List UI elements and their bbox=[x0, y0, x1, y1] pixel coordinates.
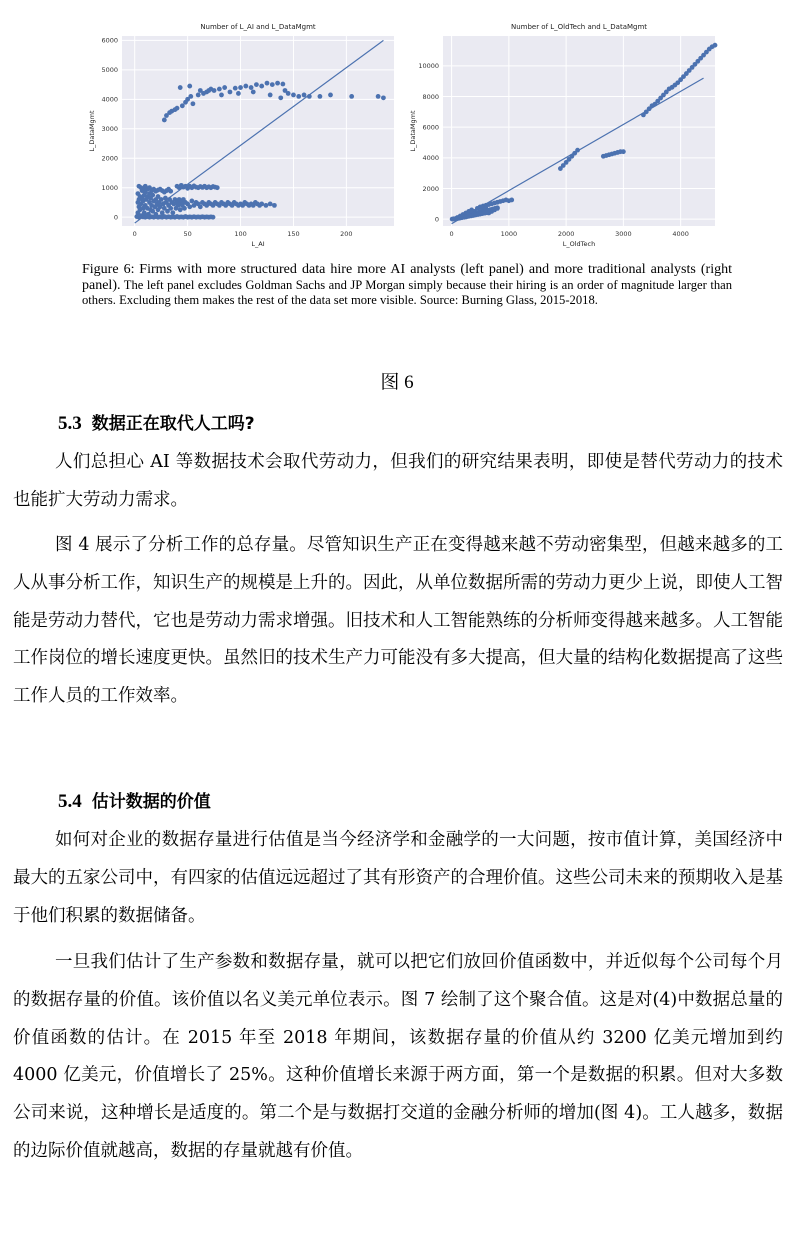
y-tick-label: 2000 bbox=[422, 184, 439, 193]
data-point bbox=[191, 101, 196, 106]
x-tick-label: 2000 bbox=[557, 230, 575, 238]
y-tick-label: 0 bbox=[113, 213, 118, 222]
y-tick-label: 6000 bbox=[101, 36, 118, 45]
data-point bbox=[259, 84, 264, 89]
data-point bbox=[272, 203, 277, 208]
data-point bbox=[233, 86, 238, 91]
data-point bbox=[249, 85, 254, 90]
data-point bbox=[251, 90, 256, 95]
x-axis-label: L_AI bbox=[251, 240, 265, 248]
x-tick-label: 0 bbox=[132, 230, 137, 238]
section-heading-5-3 bbox=[58, 409, 255, 435]
data-point bbox=[275, 81, 280, 86]
section-heading-5-4 bbox=[58, 787, 211, 813]
plot-background bbox=[443, 36, 715, 226]
data-point bbox=[349, 94, 354, 99]
y-tick-label: 10000 bbox=[418, 62, 439, 71]
data-point bbox=[215, 185, 220, 190]
data-point bbox=[264, 203, 269, 208]
data-point bbox=[209, 87, 214, 92]
data-point bbox=[175, 106, 180, 111]
data-point bbox=[265, 81, 270, 86]
section-title: 数据正在取代人工吗? bbox=[91, 414, 255, 434]
x-tick-label: 50 bbox=[183, 230, 192, 238]
y-axis-label: L_DataMgmt bbox=[88, 110, 96, 152]
data-point bbox=[238, 85, 243, 90]
data-point bbox=[178, 207, 183, 212]
paragraph-4: 一旦我们估计了生产参数和数据存量，就可以把它们放回价值函数中，并近似每个公司每个月的数据存量的价值。该价值以名义美元单位表示。图 7 绘制了这个聚合值。这是对(4)中数据总量的价值函数的估计。在 2015 年至 2018 年期间，该数据存量的价值从约 3200 亿美元增加到约 4000 亿美元，价值增长了 25%。这种价值增长来源于两方面，第一个是数据的积累。但对大多数公司来说，这种增长是适度的。第二个是与数据打交道的金融分析师的增加(图 4)。工人越多，数据的边际价值就越高，数据的存量就越有价值。 bbox=[13, 952, 783, 1161]
data-point bbox=[222, 85, 227, 90]
section-title: 估计数据的价值 bbox=[91, 792, 211, 812]
data-point bbox=[198, 204, 203, 209]
x-axis-label: L_OldTech bbox=[562, 240, 596, 248]
data-point bbox=[187, 204, 192, 209]
chart-title: Number of L_AI and L_DataMgmt bbox=[200, 23, 316, 31]
data-point bbox=[302, 93, 307, 98]
data-point bbox=[150, 193, 155, 198]
data-point bbox=[376, 94, 381, 99]
data-point bbox=[283, 88, 288, 93]
data-point bbox=[268, 93, 273, 98]
data-point bbox=[713, 43, 718, 48]
data-point bbox=[198, 88, 203, 93]
data-point bbox=[278, 95, 283, 100]
paragraph-3: 如何对企业的数据存量进行估值是当今经济学和金融学的一大问题，按市值计算，美国经济中最大的五家公司中，有四家的估值远远超过了其有形资产的合理价值。这些公司未来的预期收入是基于他们积累的数据储备。 bbox=[13, 830, 783, 926]
plot-background bbox=[122, 36, 394, 226]
chart-title: Number of L_OldTech and L_DataMgmt bbox=[510, 23, 648, 31]
caption-main: Firms with more structured data hire more AI analysts (left panel) and more traditional analysts (right panel). bbox=[82, 262, 732, 293]
data-point bbox=[259, 202, 264, 207]
data-point bbox=[217, 87, 222, 92]
data-point bbox=[485, 210, 490, 215]
data-point bbox=[159, 197, 164, 202]
y-tick-label: 0 bbox=[434, 215, 439, 224]
paragraph-2: 图 4 展示了分析工作的总存量。尽管知识生产正在变得越来越不劳动密集型，但越来越多的工人从事分析工作，知识生产的规模是上升的。因此，从单位数据所需的劳动力更少上说，即使人工智能是劳动力替代，它也是劳动力需求增强。旧技术和人工智能熟练的分析师变得越来越多。人工智能工作岗位的增长速度更快。虽然旧的技术生产力可能没有多大提高，但大量的结构化数据提高了这些工作人员的工作效率。 bbox=[13, 535, 783, 707]
y-tick-label: 5000 bbox=[101, 66, 118, 75]
data-point bbox=[196, 93, 201, 98]
x-tick-label: 4000 bbox=[672, 230, 689, 238]
y-tick-label: 8000 bbox=[422, 92, 439, 101]
x-tick-label: 100 bbox=[234, 230, 247, 238]
data-point bbox=[182, 206, 187, 211]
data-point bbox=[291, 93, 296, 98]
x-tick-label: 3000 bbox=[615, 230, 632, 238]
y-tick-label: 2000 bbox=[101, 154, 118, 163]
data-point bbox=[621, 149, 626, 154]
caption-rest: The left panel excludes Goldman Sachs and JP Morgan simply because their hiring is an order of magnitude larger than others. Excluding them makes the rest of the data set more visible. Source: Burning Glass, 2015-2018. bbox=[82, 277, 732, 307]
paragraph-1: 人们总担心 AI 等数据技术会取代劳动力，但我们的研究结果表明，即使是替代劳动力的技术也能扩大劳动力需求。 bbox=[13, 452, 783, 510]
data-point bbox=[254, 82, 259, 87]
data-point bbox=[268, 202, 273, 207]
data-point bbox=[243, 84, 248, 89]
y-tick-label: 1000 bbox=[101, 184, 118, 193]
y-tick-label: 6000 bbox=[422, 123, 439, 132]
y-axis-label: L_DataMgmt bbox=[409, 110, 417, 152]
data-point bbox=[188, 94, 193, 99]
data-point bbox=[168, 189, 173, 194]
data-point bbox=[162, 118, 167, 123]
caption-label: Figure 6: bbox=[82, 262, 135, 277]
data-point bbox=[228, 90, 233, 95]
data-point bbox=[168, 206, 173, 211]
section-number: 5.3 bbox=[58, 413, 82, 434]
data-point bbox=[219, 93, 224, 98]
figure-label: 图 6 bbox=[380, 372, 414, 393]
data-point bbox=[211, 215, 216, 220]
data-point bbox=[318, 94, 323, 99]
x-tick-label: 0 bbox=[449, 230, 454, 238]
data-point bbox=[236, 91, 241, 96]
data-point bbox=[270, 82, 275, 87]
data-point bbox=[381, 95, 386, 100]
figure-caption bbox=[82, 262, 732, 309]
x-tick-label: 200 bbox=[340, 230, 353, 238]
y-tick-label: 3000 bbox=[101, 125, 118, 134]
y-tick-label: 4000 bbox=[101, 95, 118, 104]
data-point bbox=[509, 198, 514, 203]
right-scatter-chart bbox=[405, 18, 721, 250]
data-point bbox=[280, 82, 285, 87]
data-point bbox=[178, 85, 183, 90]
x-tick-label: 1000 bbox=[500, 230, 518, 238]
data-point bbox=[328, 93, 333, 98]
data-point bbox=[296, 94, 301, 99]
data-point bbox=[189, 199, 194, 204]
data-point bbox=[495, 205, 500, 210]
y-tick-label: 4000 bbox=[422, 154, 439, 163]
x-tick-label: 150 bbox=[287, 230, 300, 238]
section-number: 5.4 bbox=[58, 791, 82, 812]
data-point bbox=[170, 210, 175, 215]
left-scatter-chart bbox=[82, 18, 398, 250]
data-point bbox=[187, 84, 192, 89]
